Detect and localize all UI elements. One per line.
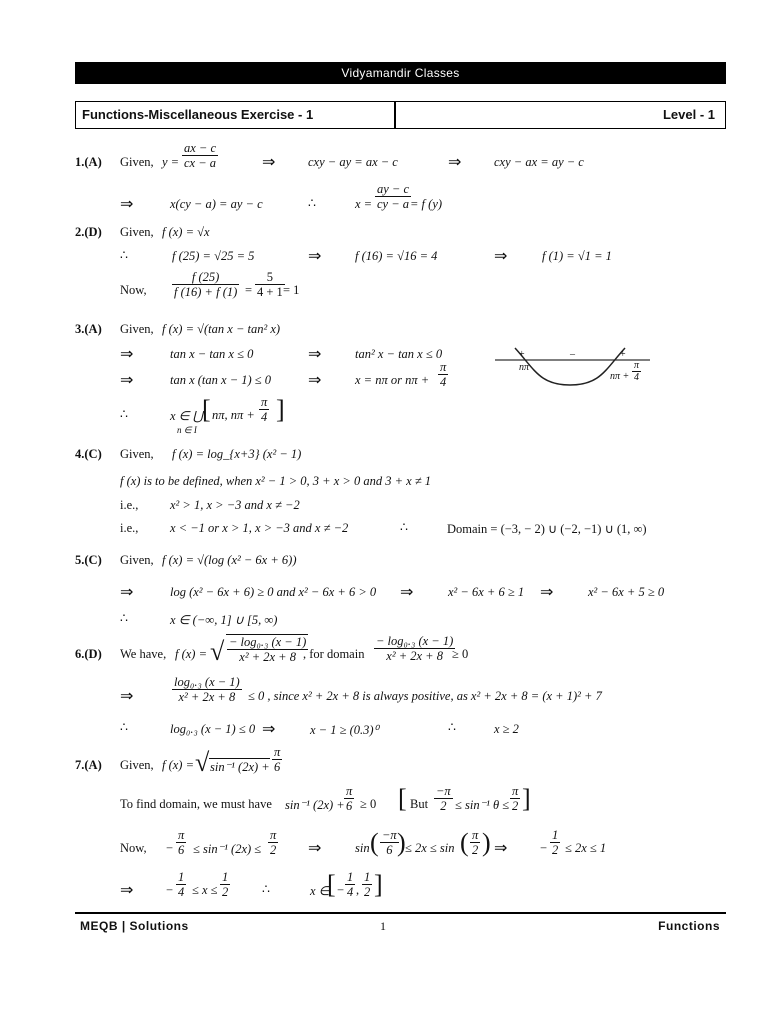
q4-number: 4.(C)	[75, 447, 102, 461]
implies-symbol: ⇒	[308, 346, 322, 363]
q4-step2: x < −1 or x > 1, x > −3 and x ≠ −2	[170, 521, 349, 535]
implies-symbol: ⇒	[308, 248, 322, 265]
therefore-symbol: ∴	[262, 882, 270, 896]
page-number: 1	[380, 919, 386, 933]
q6-sqrt-fraction: $\frac{\text{− log₀.₃ (x − 1)}}{\text{x² + 2x + 8}}$	[226, 634, 308, 664]
q7-number: 7.(A)	[75, 758, 102, 772]
q6-domain-fraction: $\frac{\text{− log₀.₃ (x − 1)}}{\text{x² + 2x + 8}}$	[376, 634, 454, 663]
q1-step1: cxy − ay = ax − c	[308, 155, 398, 169]
q4-ie: i.e.,	[120, 498, 139, 512]
q3-step4: x = nπ or nπ +	[355, 373, 430, 387]
q1-step3: x(cy − a) = ay − c	[170, 197, 263, 211]
q2-f16: f (16) = √16 = 4	[355, 249, 438, 263]
implies-symbol: ⇒	[540, 584, 554, 601]
q7-now-mid: ≤ sin⁻¹ (2x) ≤	[193, 842, 262, 856]
q4-definition: f (x) = log_{x+3} (x² − 1)	[172, 447, 302, 461]
q6-ge-zero: ≥ 0	[452, 647, 469, 661]
q7-now: Now,	[120, 841, 147, 855]
q7-final-fraction1: $\frac{1}{4}$	[178, 870, 185, 899]
implies-symbol: ⇒	[262, 721, 276, 738]
exercise-title: Functions-Miscellaneous Exercise - 1	[82, 107, 314, 122]
therefore-symbol: ∴	[448, 720, 456, 734]
q7-sqrt-inner: sin⁻¹ (2x) +	[210, 760, 270, 774]
q2-ratio-fraction: $\frac{f (25)}{f (16) + f (1)}$	[174, 270, 238, 299]
therefore-symbol: ∴	[120, 720, 128, 734]
footer-rule	[75, 912, 726, 914]
implies-symbol: ⇒	[400, 584, 414, 601]
q7-now-fraction2: $\frac{\pi}{2}$	[270, 828, 277, 857]
therefore-symbol: ∴	[400, 520, 408, 534]
therefore-symbol: ∴	[120, 611, 128, 625]
q3-step1: tan x − tan x ≤ 0	[170, 347, 254, 361]
therefore-symbol: ∴	[120, 407, 128, 421]
q3-union: x ∈ ⋃	[170, 409, 203, 423]
q7-sin-mid: ≤ 2x ≤ sin	[405, 841, 455, 855]
implies-symbol: ⇒	[448, 154, 462, 171]
implies-symbol: ⇒	[120, 196, 134, 213]
q4-ie: i.e.,	[120, 521, 139, 535]
graph-plus-left: +	[519, 349, 525, 360]
q7-find: To find domain, we must have	[120, 797, 272, 811]
therefore-symbol: ∴	[120, 248, 128, 262]
q7-sin-fraction1: $\frac{-\pi}{6}$	[382, 828, 397, 857]
implies-symbol: ⇒	[120, 346, 134, 363]
q6-have: We have,	[120, 647, 167, 661]
footer-right: Functions	[658, 919, 720, 933]
q3-interval-fraction: $\frac{\pi}{4}$	[261, 395, 268, 424]
implies-symbol: ⇒	[120, 688, 134, 705]
graph-np2-label: nπ +	[610, 371, 630, 382]
q5-step1: log (x² − 6x + 6) ≥ 0 and x² − 6x + 6 > 0	[170, 585, 377, 599]
q6-for-domain: , for domain	[303, 647, 365, 661]
q7-half-mid: ≤ 2x ≤ 1	[565, 841, 607, 855]
q7-answer-pre: x ∈	[310, 884, 330, 898]
q6-lhs: f (x) =	[175, 647, 208, 661]
q3-definition: f (x) = √(tan x − tan² x)	[162, 322, 281, 336]
graph-plus-right: +	[620, 349, 626, 360]
q7-sin-left: sin	[355, 841, 370, 855]
implies-symbol: ⇒	[120, 882, 134, 899]
q1-step4-lhs: x =	[355, 197, 373, 211]
graph-np-label: nπ	[519, 362, 530, 373]
q2-result: = 1	[283, 283, 300, 297]
q7-but-fraction1: $\frac{-\pi}{2}$	[436, 784, 451, 813]
q3-step4-fraction: $\frac{\pi}{4}$	[440, 360, 447, 389]
graph-minus: –	[570, 349, 575, 360]
institute-banner: Vidyamandir Classes	[75, 62, 726, 84]
implies-symbol: ⇒	[262, 154, 276, 171]
implies-symbol: ⇒	[120, 372, 134, 389]
title-box	[75, 101, 726, 129]
q6-number: 6.(D)	[75, 647, 102, 661]
q2-mid-fraction: $\frac{5}{4 + 1}$	[257, 270, 283, 299]
q7-condition: sin⁻¹ (2x) +	[285, 798, 345, 812]
q7-final-mid: ≤ x ≤	[192, 883, 218, 897]
q4-step1: x² > 1, x > −3 and x ≠ −2	[170, 498, 300, 512]
q3-number: 3.(A)	[75, 322, 102, 336]
q2-given: Given,	[120, 225, 154, 239]
q5-number: 5.(C)	[75, 553, 102, 567]
q3-step2: tan² x − tan x ≤ 0	[355, 347, 443, 361]
q7-cond-fraction: $\frac{\pi}{6}$	[346, 784, 353, 813]
q7-answer-fraction2: $\frac{1}{2}$	[364, 870, 371, 899]
q1-step4-fraction: $\frac{ay - c}{cy - a}$	[377, 182, 410, 211]
q1-step4-rhs: = f (y)	[410, 197, 443, 211]
q7-but: But	[410, 797, 429, 811]
q6-step2: x − 1 ≥ (0.3)⁰	[310, 723, 379, 737]
graph-pi-fraction: $\frac{\pi}{4}$	[634, 360, 640, 383]
therefore-symbol: ∴	[308, 196, 316, 210]
q7-half-fraction: $\frac{1}{2}$	[552, 828, 559, 857]
q2-f25: f (25) = √25 = 5	[172, 249, 255, 263]
implies-symbol: ⇒	[308, 372, 322, 389]
q2-now: Now,	[120, 283, 147, 297]
q2-definition: f (x) = √x	[162, 225, 210, 239]
q3-given: Given,	[120, 322, 154, 336]
q7-final-fraction2: $\frac{1}{2}$	[222, 870, 229, 899]
q7-lhs: f (x) =	[162, 758, 195, 772]
q1-number: 1.(A)	[75, 155, 102, 169]
q7-pi-fraction: $\frac{\pi}{6}$	[274, 745, 281, 774]
q6-result: x ≥ 2	[494, 722, 519, 736]
q1-step2: cxy − ax = ay − c	[494, 155, 584, 169]
q7-but-mid: ≤ sin⁻¹ θ ≤	[455, 798, 510, 812]
level-label: Level - 1	[662, 107, 715, 122]
q7-given: Given,	[120, 758, 154, 772]
q7-now-fraction1: $\frac{\pi}{6}$	[178, 828, 185, 857]
q7-sin-fraction2: $\frac{\pi}{2}$	[472, 828, 479, 857]
q3-interval: nπ, nπ +	[212, 408, 255, 422]
q1-y-lhs: y =	[162, 155, 180, 169]
q6-since: ≤ 0 , since x² + 2x + 8 is always positive, as x² + 2x + 8 = (x + 1)² + 7	[248, 689, 602, 703]
implies-symbol: ⇒	[120, 584, 134, 601]
q7-answer-fraction1: $\frac{1}{4}$	[347, 870, 354, 899]
implies-symbol: ⇒	[308, 840, 322, 857]
implies-symbol: ⇒	[494, 840, 508, 857]
q4-domain: Domain = (−3, − 2) ∪ (−2, −1) ∪ (1, ∞)	[447, 522, 647, 536]
q3-step3: tan x (tan x − 1) ≤ 0	[170, 373, 272, 387]
q1-given: Given,	[120, 155, 154, 169]
q5-step2: x² − 6x + 6 ≥ 1	[448, 585, 525, 599]
title-divider	[394, 102, 396, 128]
q7-but-fraction2: $\frac{\pi}{2}$	[512, 784, 519, 813]
q5-given: Given,	[120, 553, 154, 567]
q7-cond-ge: ≥ 0	[360, 797, 377, 811]
q6-step1: log₀.₃ (x − 1) ≤ 0	[170, 722, 256, 736]
q5-step3: x² − 6x + 5 ≥ 0	[588, 585, 665, 599]
q6-log-fraction: $\frac{\text{log₀.₃ (x − 1)}}{\text{x² + 2x + 8}}$	[174, 675, 240, 704]
q2-f1: f (1) = √1 = 1	[542, 249, 612, 263]
footer-left: MEQB | Solutions	[80, 919, 189, 933]
q1-y-fraction: $\frac{ax - c}{cx - a}$	[184, 141, 217, 170]
q3-union-index: n ∈ I	[177, 425, 197, 435]
q5-definition: f (x) = √(log (x² − 6x + 6))	[162, 553, 297, 567]
q4-given: Given,	[120, 447, 154, 461]
q2-number: 2.(D)	[75, 225, 102, 239]
q5-result: x ∈ (−∞, 1] ∪ [5, ∞)	[170, 613, 278, 627]
q4-condition: f (x) is to be defined, when x² − 1 > 0, 3 + x > 0 and 3 + x ≠ 1	[120, 474, 432, 488]
implies-symbol: ⇒	[494, 248, 508, 265]
